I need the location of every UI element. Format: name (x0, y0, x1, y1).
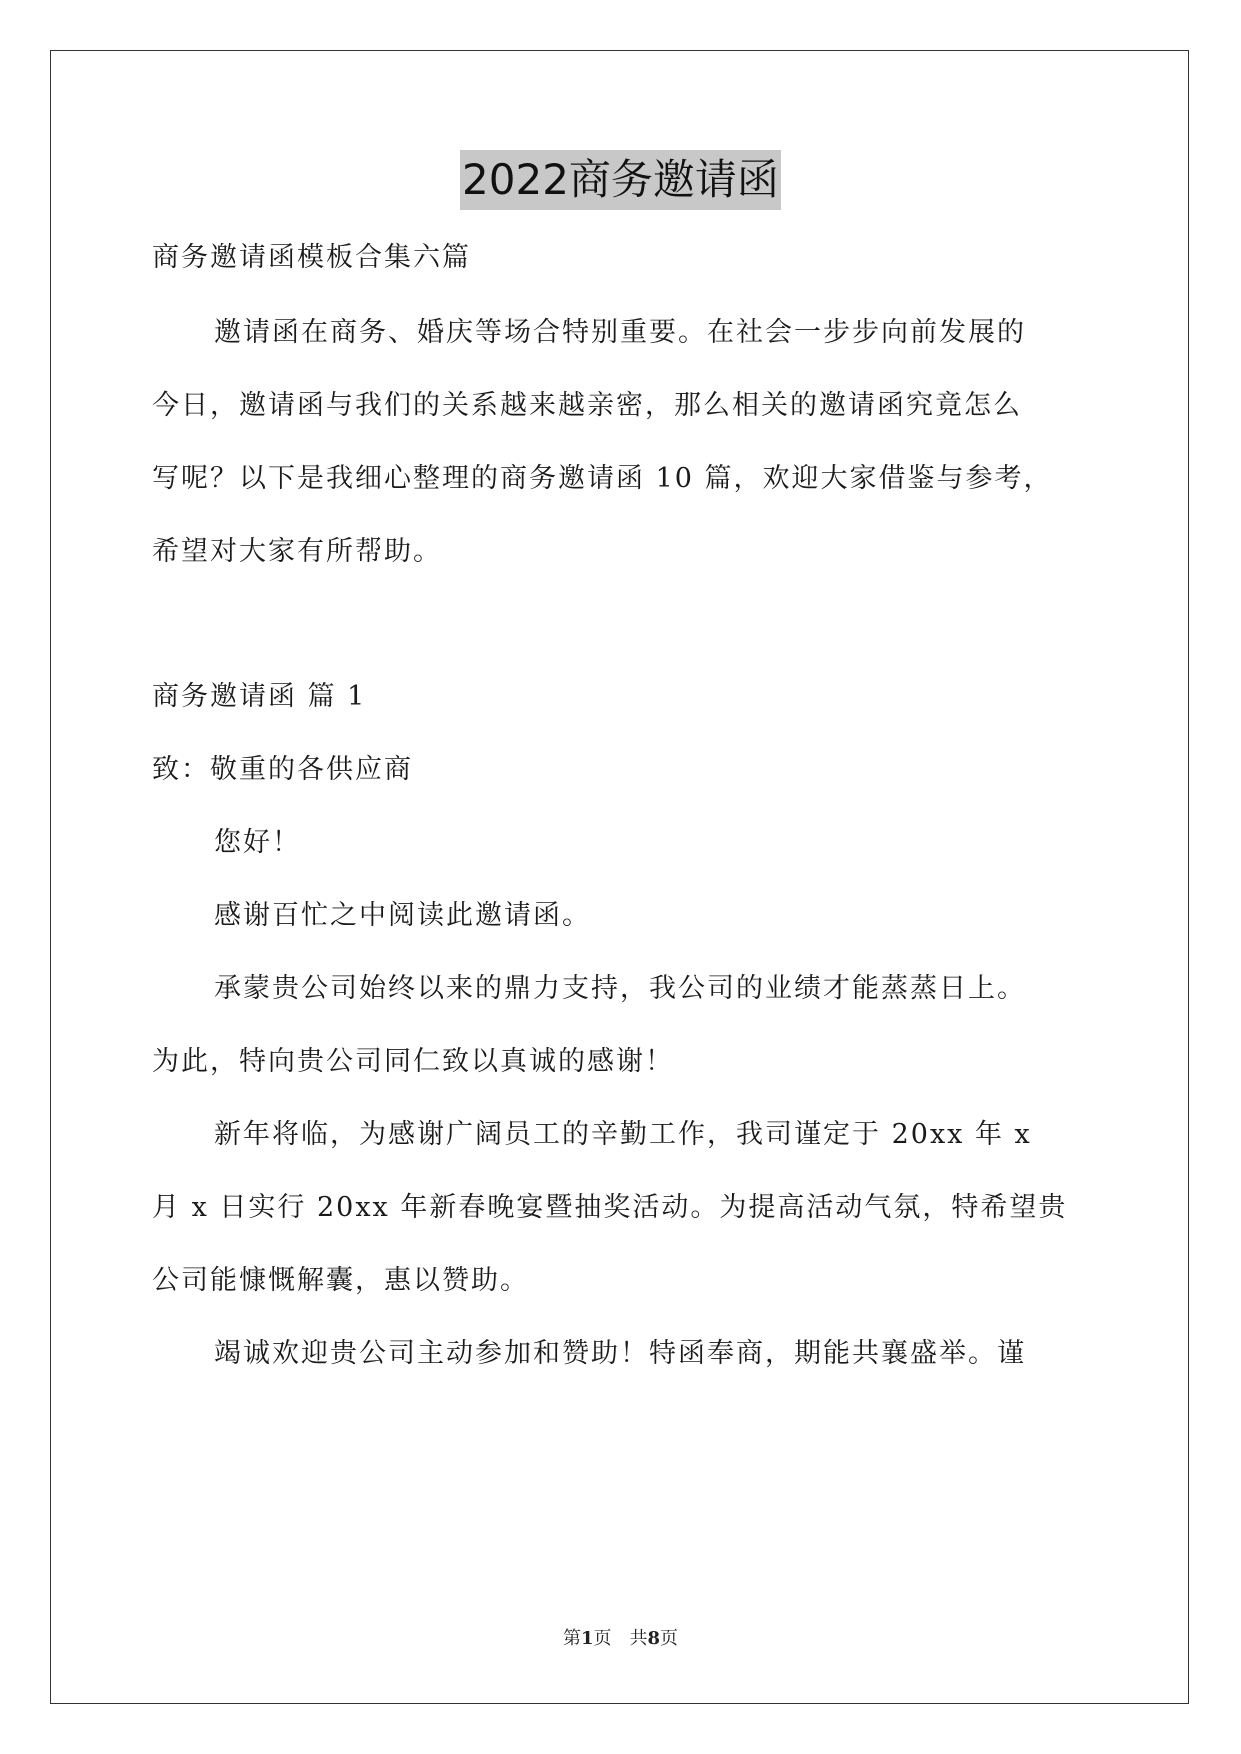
body-paragraph-line: 承蒙贵公司始终以来的鼎力支持，我公司的业绩才能蒸蒸日上。 (214, 973, 1026, 1004)
page-mid: 页 共 (593, 1628, 648, 1649)
body-paragraph-line: 竭诚欢迎贵公司主动参加和赞助！特函奉商，期能共襄盛举。谨 (214, 1338, 1026, 1369)
body-paragraph-line: 感谢百忙之中阅读此邀请函。 (214, 900, 591, 931)
body-paragraph-line: 月 x 日实行 20xx 年新春晚宴暨抽奖活动。为提高活动气氛，特希望贵 (152, 1192, 1068, 1223)
section-heading: 商务邀请函 篇 1 (152, 681, 367, 712)
intro-paragraph-line: 希望对大家有所帮助。 (152, 536, 442, 567)
title-container (0, 150, 1241, 210)
page-total: 8 (647, 1628, 661, 1649)
page-suffix: 页 (660, 1628, 679, 1649)
intro-paragraph-line: 写呢？以下是我细心整理的商务邀请函 10 篇，欢迎大家借鉴与参考， (152, 463, 1053, 494)
recipient-line: 致：敬重的各供应商 (152, 754, 413, 785)
document-title: 2022商务邀请函 (460, 150, 781, 210)
page-border (50, 50, 1189, 1704)
body-paragraph-line: 公司能慷慨解囊，惠以赞助。 (152, 1265, 529, 1296)
page-footer (0, 1626, 1241, 1652)
intro-paragraph-line: 今日，邀请函与我们的关系越来越亲密，那么相关的邀请函究竟怎么 (152, 390, 1022, 421)
document-subtitle: 商务邀请函模板合集六篇 (152, 242, 471, 273)
body-paragraph-line: 新年将临，为感谢广阔员工的辛勤工作，我司谨定于 20xx 年 x (214, 1119, 1032, 1150)
greeting-line: 您好！ (214, 827, 301, 858)
intro-paragraph-line: 邀请函在商务、婚庆等场合特别重要。在社会一步步向前发展的 (214, 317, 1026, 348)
page-current: 1 (580, 1628, 594, 1649)
page-prefix: 第 (562, 1628, 581, 1649)
body-paragraph-line: 为此，特向贵公司同仁致以真诚的感谢！ (152, 1046, 674, 1077)
